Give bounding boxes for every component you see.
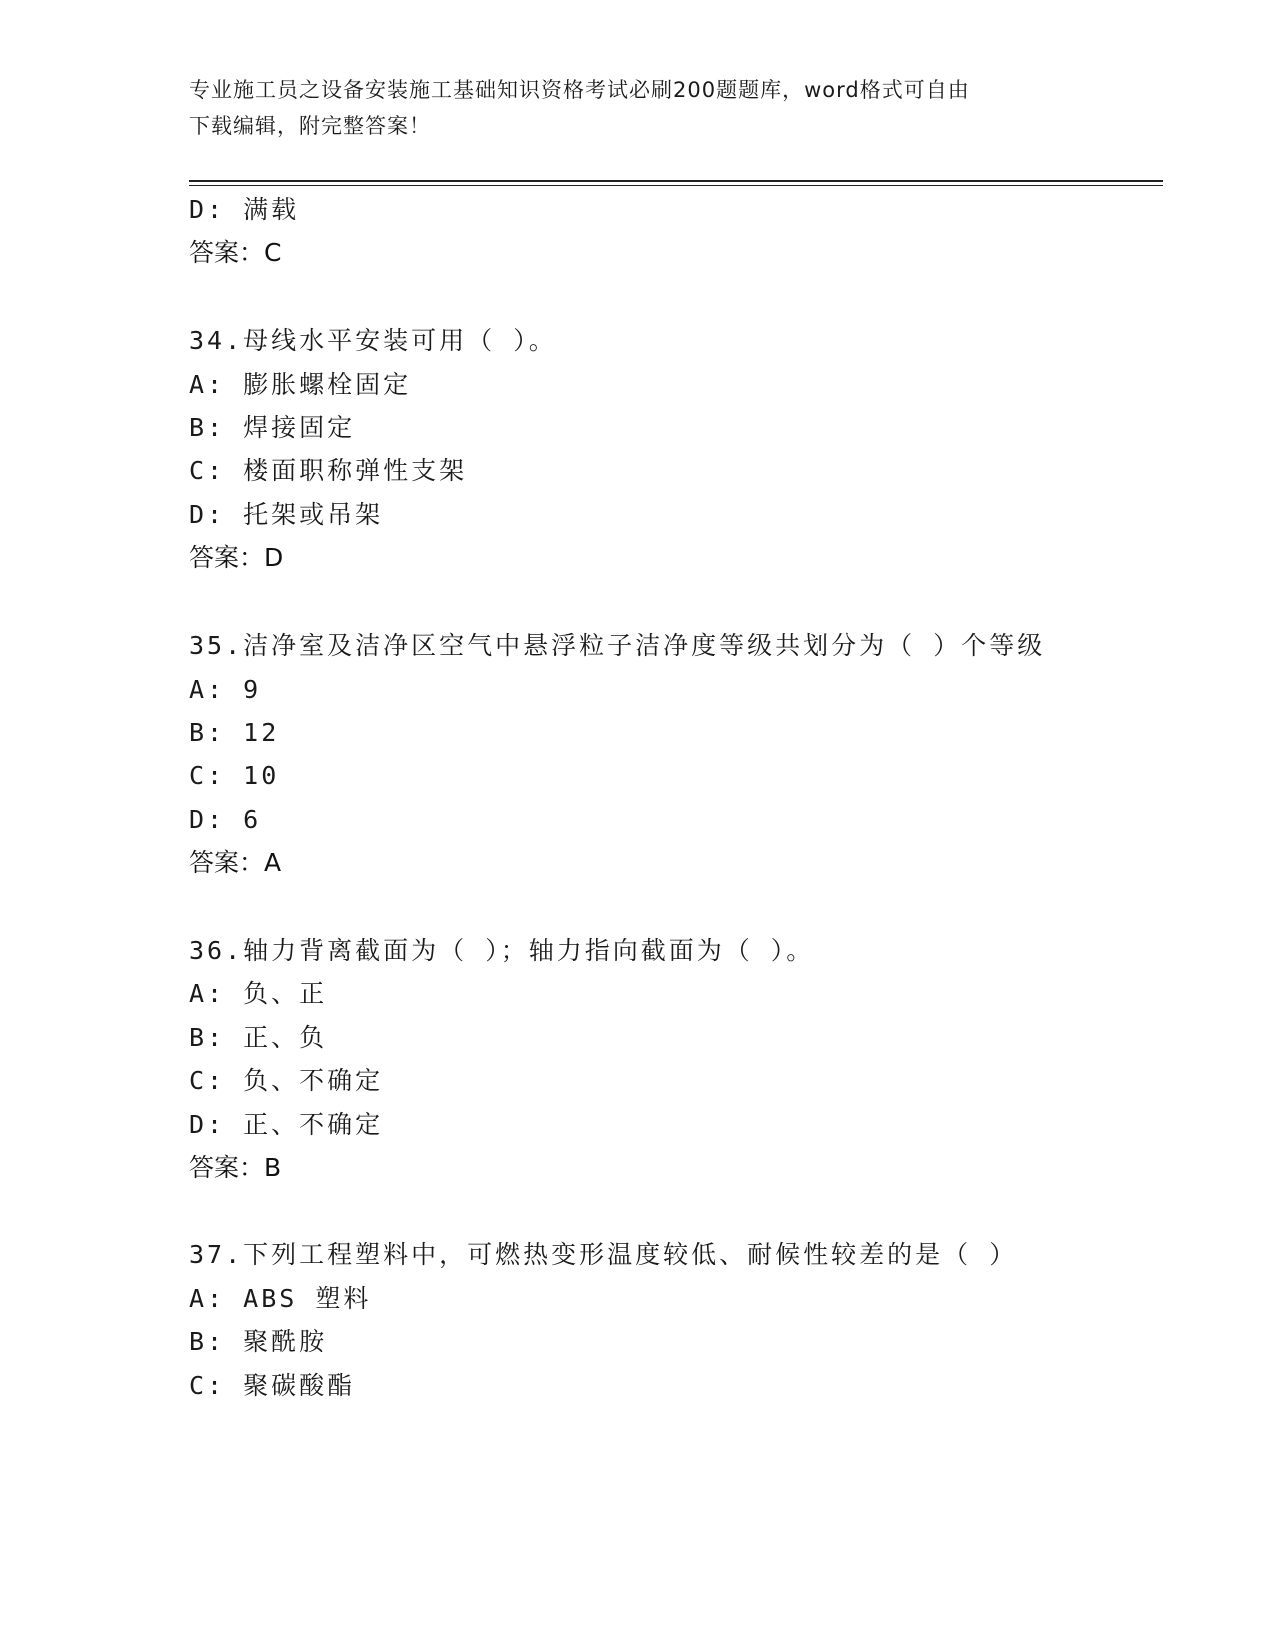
question-35-option-c: C: 10	[189, 761, 280, 790]
question-36-option-d: D: 正、不确定	[189, 1110, 384, 1139]
question-37-stem: 37.下列工程塑料中，可燃热变形温度较低、耐候性较差的是（ ）	[189, 1240, 1018, 1269]
question-37-option-a: A: ABS 塑料	[189, 1284, 372, 1313]
header-divider-thick	[189, 180, 1163, 182]
question-36-option-a: A: 负、正	[189, 979, 328, 1008]
header-divider-thin	[189, 185, 1163, 186]
question-34-stem: 34.母线水平安装可用（ ）。	[189, 326, 557, 355]
question-34-option-c: C: 楼面职称弹性支架	[189, 456, 468, 485]
question-35-answer: 答案：A	[189, 848, 282, 877]
prev-answer: 答案：C	[189, 238, 282, 267]
question-35-option-d: D: 6	[189, 805, 262, 834]
question-36-answer: 答案：B	[189, 1153, 282, 1182]
question-35-option-a: A: 9	[189, 675, 262, 704]
header-line-2: 下载编辑，附完整答案！	[189, 114, 431, 138]
question-37-option-b: B: 聚酰胺	[189, 1327, 328, 1356]
prev-option-d: D: 满载	[189, 195, 300, 224]
header-line-1: 专业施工员之设备安装施工基础知识资格考试必刷200题题库，word格式可自由	[189, 78, 970, 102]
document-header	[189, 72, 1089, 144]
question-36-option-b: B: 正、负	[189, 1023, 328, 1052]
question-36-stem: 36.轴力背离截面为（ ）；轴力指向截面为（ ）。	[189, 936, 815, 965]
question-34-option-d: D: 托架或吊架	[189, 500, 384, 529]
question-36-option-c: C: 负、不确定	[189, 1066, 384, 1095]
question-35-stem: 35.洁净室及洁净区空气中悬浮粒子洁净度等级共划分为（ ）个等级	[189, 631, 1046, 660]
question-34-option-b: B: 焊接固定	[189, 413, 356, 442]
question-37-option-c: C: 聚碳酸酯	[189, 1371, 356, 1400]
question-35-option-b: B: 12	[189, 718, 280, 747]
question-34-answer: 答案：D	[189, 543, 284, 572]
question-34-option-a: A: 膨胀螺栓固定	[189, 370, 412, 399]
